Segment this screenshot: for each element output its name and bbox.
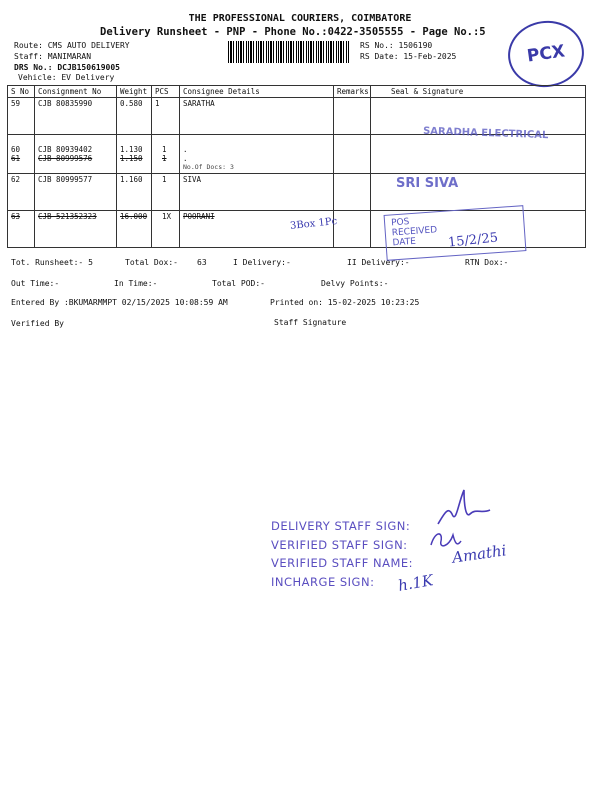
cell-consignment: CJB 521352323 <box>35 211 117 248</box>
docs-count: No.Of Docs: 3 <box>183 163 234 171</box>
tot-runsheet: Tot. Runsheet:- 5 <box>11 258 93 267</box>
in-time: In Time:- <box>114 279 158 288</box>
i-delivery: I Delivery:- <box>233 258 291 267</box>
saradha-electrical-stamp: SARADHA ELECTRICAL <box>422 125 549 142</box>
cell-pcs: 1 <box>152 98 180 135</box>
entered-by: Entered By :BKUMARMMPT 02/15/2025 10:08:59 AM <box>11 298 228 307</box>
vehicle-label: Vehicle: EV Delivery <box>18 73 115 82</box>
cell-weight <box>117 135 152 174</box>
cell-remarks <box>334 174 371 211</box>
cell-consignee: SIVA <box>180 174 334 211</box>
handwritten-qty: 3Box 1Pc <box>289 216 338 232</box>
sno-60: 60 <box>11 145 21 154</box>
total-dox-value: 63 <box>197 258 207 267</box>
verified-name-handwritten: Amathi <box>451 541 508 567</box>
printed-on: Printed on: 15-02-2025 10:23:25 <box>270 298 420 307</box>
total-dox-label: Total Dox:- <box>125 258 178 267</box>
drs-number: DRS No.: DCJB150619005 <box>14 63 120 72</box>
table-row <box>8 174 586 211</box>
runsheet-title: Delivery Runsheet - PNP - Phone No.:0422-3505555 - Page No.:5 <box>100 26 486 38</box>
cell-pcs <box>152 135 180 174</box>
verified-staff-name-label: VERIFIED STAFF NAME: <box>271 556 414 570</box>
cell-pcs: 1 <box>152 174 180 211</box>
staff-label: Staff: MANIMARAN <box>14 52 92 61</box>
rs-number: RS No.: 1506190 <box>360 41 433 50</box>
col-weight: Weight <box>117 86 152 98</box>
sno-61: 61 <box>11 154 21 163</box>
barcode <box>228 41 350 63</box>
verified-staff-sign-label: VERIFIED STAFF SIGN: <box>271 538 408 552</box>
cell-weight: 16.000 <box>117 211 152 248</box>
consignee-60: . <box>183 145 188 154</box>
cell-pcs: 1X <box>152 211 180 248</box>
cell-consignee: SARATHA <box>180 98 334 135</box>
cell-consignment <box>35 135 117 174</box>
delivery-staff-sign-label: DELIVERY STAFF SIGN: <box>271 519 411 533</box>
rtn-dox: RTN Dox:- <box>465 258 509 267</box>
pcx-stamp: PCX <box>504 16 588 92</box>
date-label: DATE <box>392 236 417 249</box>
ii-delivery: II Delivery:- <box>347 258 410 267</box>
cell-sno: 62 <box>8 174 35 211</box>
cell-weight: 0.580 <box>117 98 152 135</box>
consignment-61: CJB 80999576 <box>38 154 93 163</box>
cell-remarks <box>334 135 371 174</box>
cell-consignment: CJB 80999577 <box>35 174 117 211</box>
table-header-row <box>8 86 586 98</box>
cell-sno: 59 <box>8 98 35 135</box>
col-sno: S No <box>8 86 35 98</box>
cell-consignment: CJB 80835990 <box>35 98 117 135</box>
total-pod: Total POD:- <box>212 279 265 288</box>
pcs-61: 1 <box>162 154 167 163</box>
col-pcs: PCS <box>152 86 180 98</box>
sri-siva-stamp: SRI SIVA <box>396 176 459 191</box>
cell-remarks <box>334 98 371 135</box>
verified-by: Verified By <box>11 319 64 328</box>
handwritten-date: 15/2/25 <box>447 230 499 251</box>
cell-consignee: POORANI <box>180 211 334 248</box>
rs-date: RS Date: 15-Feb-2025 <box>360 52 457 61</box>
weight-60: 1.130 <box>120 145 143 154</box>
company-name: THE PROFESSIONAL COURIERS, COIMBATORE <box>188 13 412 24</box>
received-stamp <box>384 205 527 261</box>
pcs-60: 1 <box>162 145 167 154</box>
incharge-handwritten: h.1K <box>396 571 435 595</box>
out-time: Out Time:- <box>11 279 60 288</box>
cell-seal <box>371 135 586 174</box>
pos-label: POS <box>390 217 410 229</box>
col-consignee: Consignee Details <box>180 86 334 98</box>
consignee-61: . <box>183 154 188 163</box>
delvy-points: Delvy Points:- <box>321 279 389 288</box>
table-row <box>8 135 586 174</box>
col-consignment: Consignment No <box>35 86 117 98</box>
cell-consignee <box>180 135 334 174</box>
consignment-60: CJB 80939402 <box>38 145 93 154</box>
received-label: RECEIVED <box>391 225 438 239</box>
col-seal: Seal & Signature <box>371 86 586 98</box>
col-remarks: Remarks <box>334 86 371 98</box>
staff-signature: Staff Signature <box>274 318 347 327</box>
incharge-sign-label: INCHARGE SIGN: <box>271 575 375 589</box>
cell-sno: 63 <box>8 211 35 248</box>
cell-weight: 1.160 <box>117 174 152 211</box>
weight-61: 1.150 <box>120 154 143 163</box>
cell-sno <box>8 135 35 174</box>
route-label: Route: CMS AUTO DELIVERY <box>14 41 130 50</box>
